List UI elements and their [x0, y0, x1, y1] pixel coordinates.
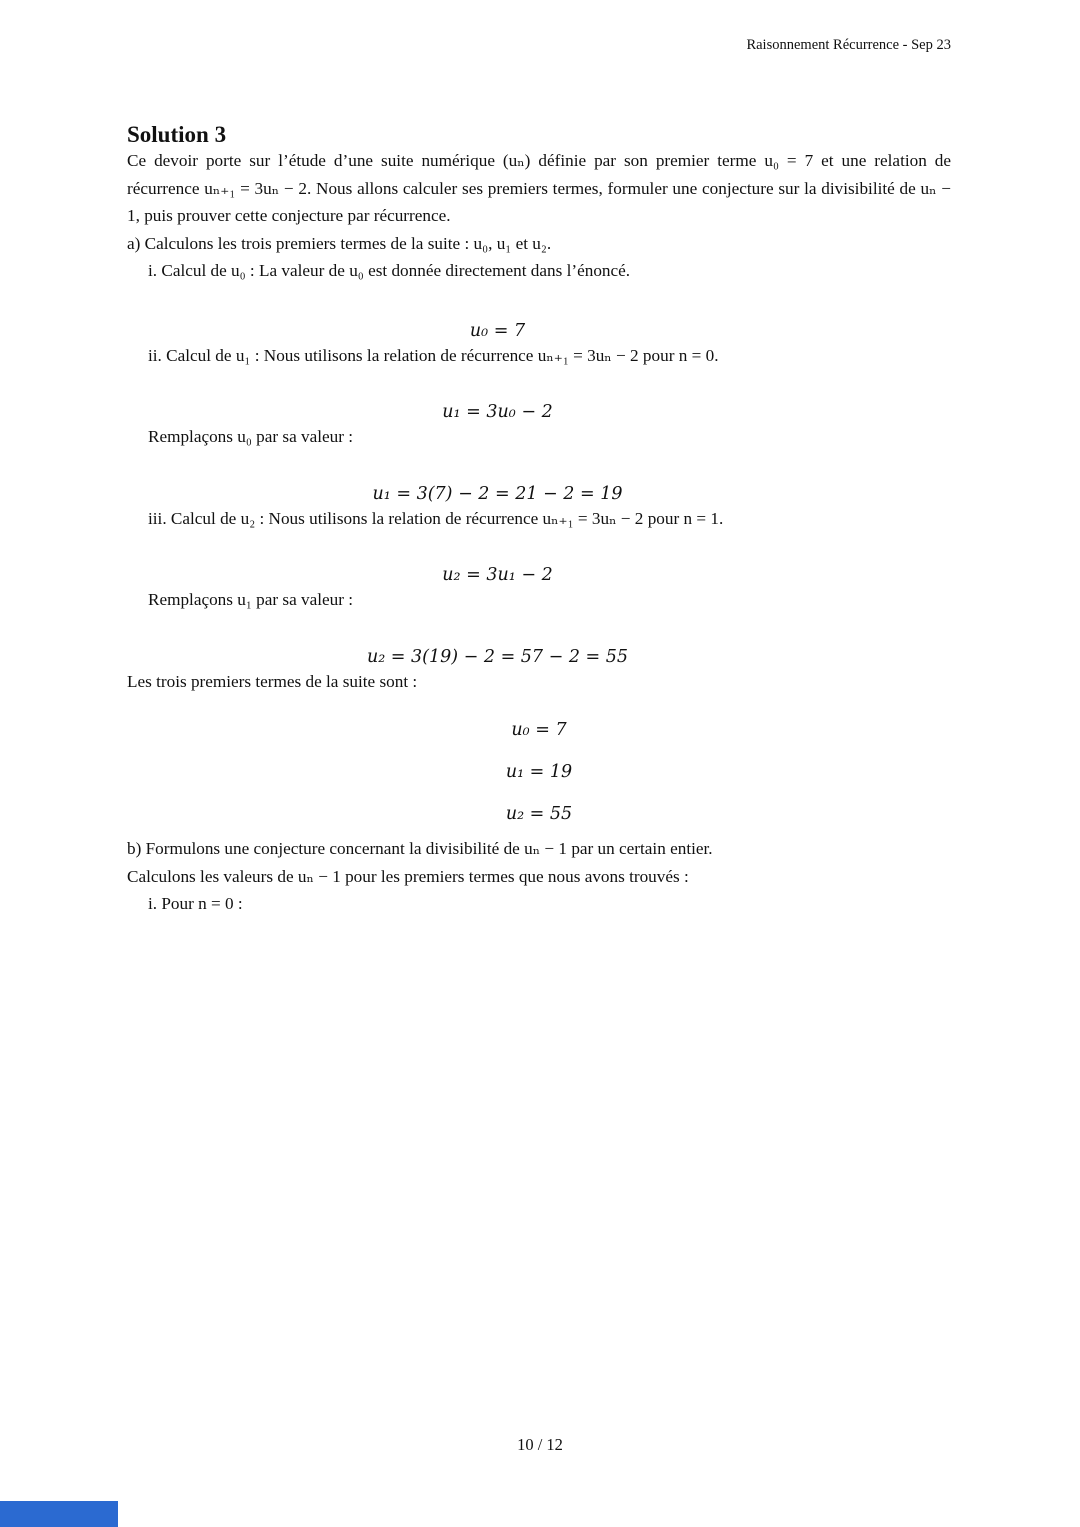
part-b-calc-text: Calculons les valeurs de uₙ − 1 pour les premiers termes que nous avons trouvés : [127, 866, 689, 886]
page-header [0, 0, 1080, 54]
step-ii-text: ii. Calcul de u₁ : Nous utilisons la relation de récurrence uₙ₊₁ = 3uₙ − 2 pour n = 0. [148, 345, 719, 365]
summary-equations [0, 709, 1080, 835]
solution-title: Solution 3 [127, 122, 227, 147]
equation-u0: u₀ = 7 [469, 320, 526, 341]
step-i-text: i. Calcul de u₀ : La valeur de u₀ est donnée directement dans l’énoncé. [148, 261, 631, 281]
page-number-text: 10 / 12 [517, 1435, 563, 1454]
bottom-left-accent-bar [0, 1501, 118, 1527]
equation-u2-recurrence: u₂ = 3u₁ − 2 [442, 565, 553, 586]
step-iii-text: iii. Calcul de u₂ : Nous utilisons la relation de récurrence uₙ₊₁ = 3uₙ − 2 pour n = 1. [148, 508, 724, 528]
page-number [0, 1435, 1080, 1455]
intro-paragraph: Ce devoir porte sur l’étude d’une suite numérique (uₙ) définie par son premier terme u₀ = 7 et une relation de récurrence uₙ₊₁ = 3uₙ − 2. Nous allons calculer ses premiers termes, formuler une conjecture sur la divisibilité de uₙ − 1, puis prouver cette conjecture par récurrence. [127, 151, 951, 226]
part-b-lead: b) Formulons une conjecture concernant la divisibilité de uₙ − 1 par un certain entier. [127, 839, 713, 859]
equation-u2-result: u₂ = 3(19) − 2 = 57 − 2 = 55 [366, 646, 629, 667]
summary-equation-u2: u₂ = 55 [505, 804, 573, 825]
substitute-u1-text: Remplaçons u₁ par sa valeur : [148, 590, 354, 610]
header-text: Raisonnement Récurrence - Sep 23 [746, 37, 951, 53]
summary-equation-u0: u₀ = 7 [511, 720, 567, 741]
part-a-lead: a) Calculons les trois premiers termes de la suite : u₀, u₁ et u₂. [127, 233, 552, 253]
equation-u1-result: u₁ = 3(7) − 2 = 21 − 2 = 19 [372, 483, 623, 504]
summary-lead: Les trois premiers termes de la suite sont : [127, 671, 418, 691]
substitute-u0-text: Remplaçons u₀ par sa valeur : [148, 427, 354, 447]
equation-u1-recurrence: u₁ = 3u₀ − 2 [442, 402, 553, 423]
case-i-text: i. Pour n = 0 : [148, 894, 243, 914]
summary-equation-u1: u₁ = 19 [505, 762, 573, 783]
